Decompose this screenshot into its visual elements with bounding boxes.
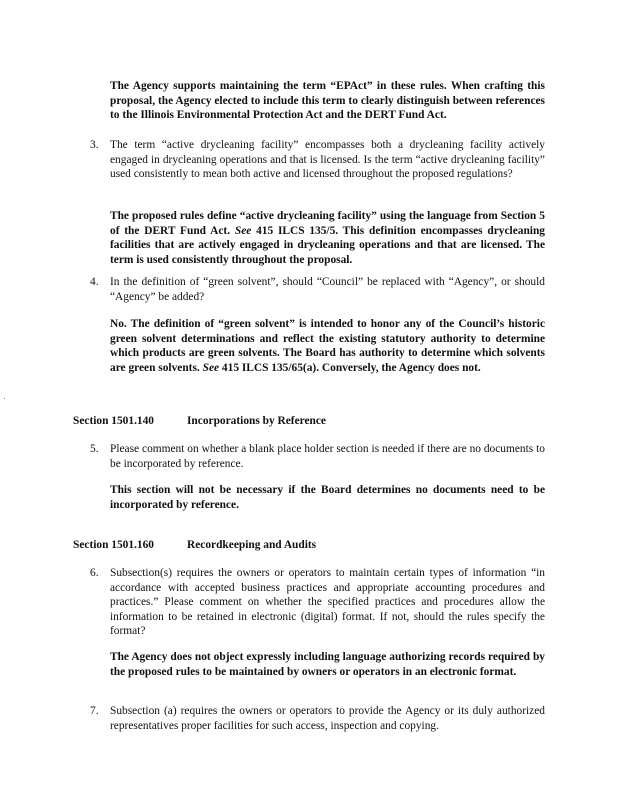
item-number-3: 3. [90, 139, 99, 151]
item-number-5: 5. [90, 443, 99, 455]
section-number-160: Section 1501.160 [73, 539, 154, 551]
see-citation-4: See [202, 361, 220, 374]
section-title-160: Recordkeeping and Audits [187, 539, 317, 551]
agency-response-epact: The Agency supports maintaining the term “EPAct” in these rules. When crafting this proposal, the Agency elected to include this term to clearly distinguish between references to the Illinois Environmental Protection Act and the DERT Fund Act. [110, 80, 545, 122]
item-number-7: 7. [90, 705, 99, 717]
question-6: Subsection(s) requires the owners or operators to maintain certain types of information “in accordance with accepted business practices and appropriate accounting procedures and practices.” Please comment on whether the specified practices and procedures allow the information to be retained in electronic (digital) format. If not, should the rules specify the format? [110, 567, 545, 638]
question-5: Please comment on whether a blank place holder section is needed if there are no documents to be incorporated by reference. [110, 443, 545, 470]
agency-response-3 [110, 209, 545, 267]
item-number-4: 4. [90, 276, 99, 288]
response-3-part-b: 415 ILCS 135/5. This definition encompasses drycleaning facilities that are actively engaged in drycleaning operations and that are licensed. The term is used consistently throughout the proposal. [110, 224, 545, 266]
see-citation-3: See [234, 224, 252, 237]
question-3: The term “active drycleaning facility” encompasses both a drycleaning facility actively engaged in drycleaning operations and that is licensed. Is the term “active drycleaning facility” used consistently to mean both active and licensed throughout the proposed regulations? [110, 139, 545, 181]
response-4-part-a: No. The definition of “green solvent” is intended to honor any of the Council’s historic green solvent determinations and reflect the existing statutory authority to determine which products are green solvents. The Board has authority to determine which solvents are green solvents. [110, 318, 545, 374]
question-4: In the definition of “green solvent”, should “Council” be replaced with “Agency”, or should “Agency” be added? [110, 276, 545, 303]
agency-response-4 [110, 317, 545, 375]
response-3-part-a: The proposed rules define “active drycleaning facility” using the language from Section 5 of the DERT Fund Act. [110, 210, 545, 237]
section-number-140: Section 1501.140 [73, 415, 154, 427]
item-number-6: 6. [90, 567, 99, 579]
question-7: Subsection (a) requires the owners or operators to provide the Agency or its duly authorized representatives proper facilities for such access, inspection and copying. [110, 705, 545, 732]
agency-response-6: The Agency does not object expressly including language authorizing records required by the proposed rules to be maintained by owners or operators in an electronic format. [110, 651, 545, 678]
section-heading-160 [73, 538, 317, 553]
stray-mark [4, 398, 5, 399]
section-heading-140 [73, 414, 326, 429]
section-title-140: Incorporations by Reference [187, 415, 326, 427]
response-4-part-b: 415 ILCS 135/65(a). Conversely, the Agency does not. [221, 361, 481, 374]
agency-response-5: This section will not be necessary if the Board determines no documents need to be incorporated by reference. [110, 484, 545, 511]
